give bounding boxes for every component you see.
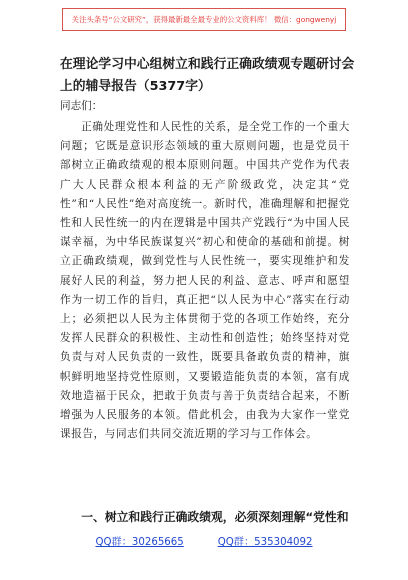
section-heading: 一、树立和践行正确政绩观，必须深刻理解“党性和 [81, 510, 349, 524]
body-paragraph: 正确处理党性和人民性的关系，是全党工作的一个重大问题；它既是意识形态领域的重大原则问题，也是党员干部树立正确政绩观的根本原则问题。中国共产党作为代表广大人民群众根本利益的无产阶级政党，决定其“党性”和“人民性”绝对高度统一。新时代，准确理解和把握党性和人民性统一的内在逻辑是中国共产党践行“为中国人民谋幸福，为中华民族谋复兴”初心和使命的基础和前提。树立正确政绩观，做到党性与人民性统一，要实现维护和发展好人民的利益，努力把人民的利益、意志、呼声和愿望作为一切工作的旨归，真正把“以人民为中心”落实在行动上；必须把以人民为主体贯彻于党的各项工作始终，充分发挥人民群众的积极性、主动性和创造性；始终坚持对党负责与对人民负责的一致性，既要具备敢负责的精神，旗帜鲜明地坚持党性原则，又要锻造能负责的本领，富有成效地造福于民众，把敢于负责与善于负责结合起来，不断增强为人民服务的本领。借此机会，由我为大家作一堂党课报告，与同志们共同交流近期的学习与工作体会。 [60, 121, 350, 441]
footer [0, 533, 408, 548]
qq-group-link-1[interactable]: QQ群：30265665 [95, 537, 184, 548]
document-title: 在理论学习中心组树立和践行正确政绩观专题研讨会上的辅导报告（5377字） [60, 57, 355, 94]
greeting: 同志们： [60, 100, 103, 112]
promo-banner-text: 关注头条号“公文研究”，获得最新最全最专业的公文资料库！ 微信：gongwenyj [71, 15, 337, 24]
qq-group-link-2[interactable]: QQ群：535304092 [217, 537, 313, 548]
promo-banner [62, 8, 346, 31]
